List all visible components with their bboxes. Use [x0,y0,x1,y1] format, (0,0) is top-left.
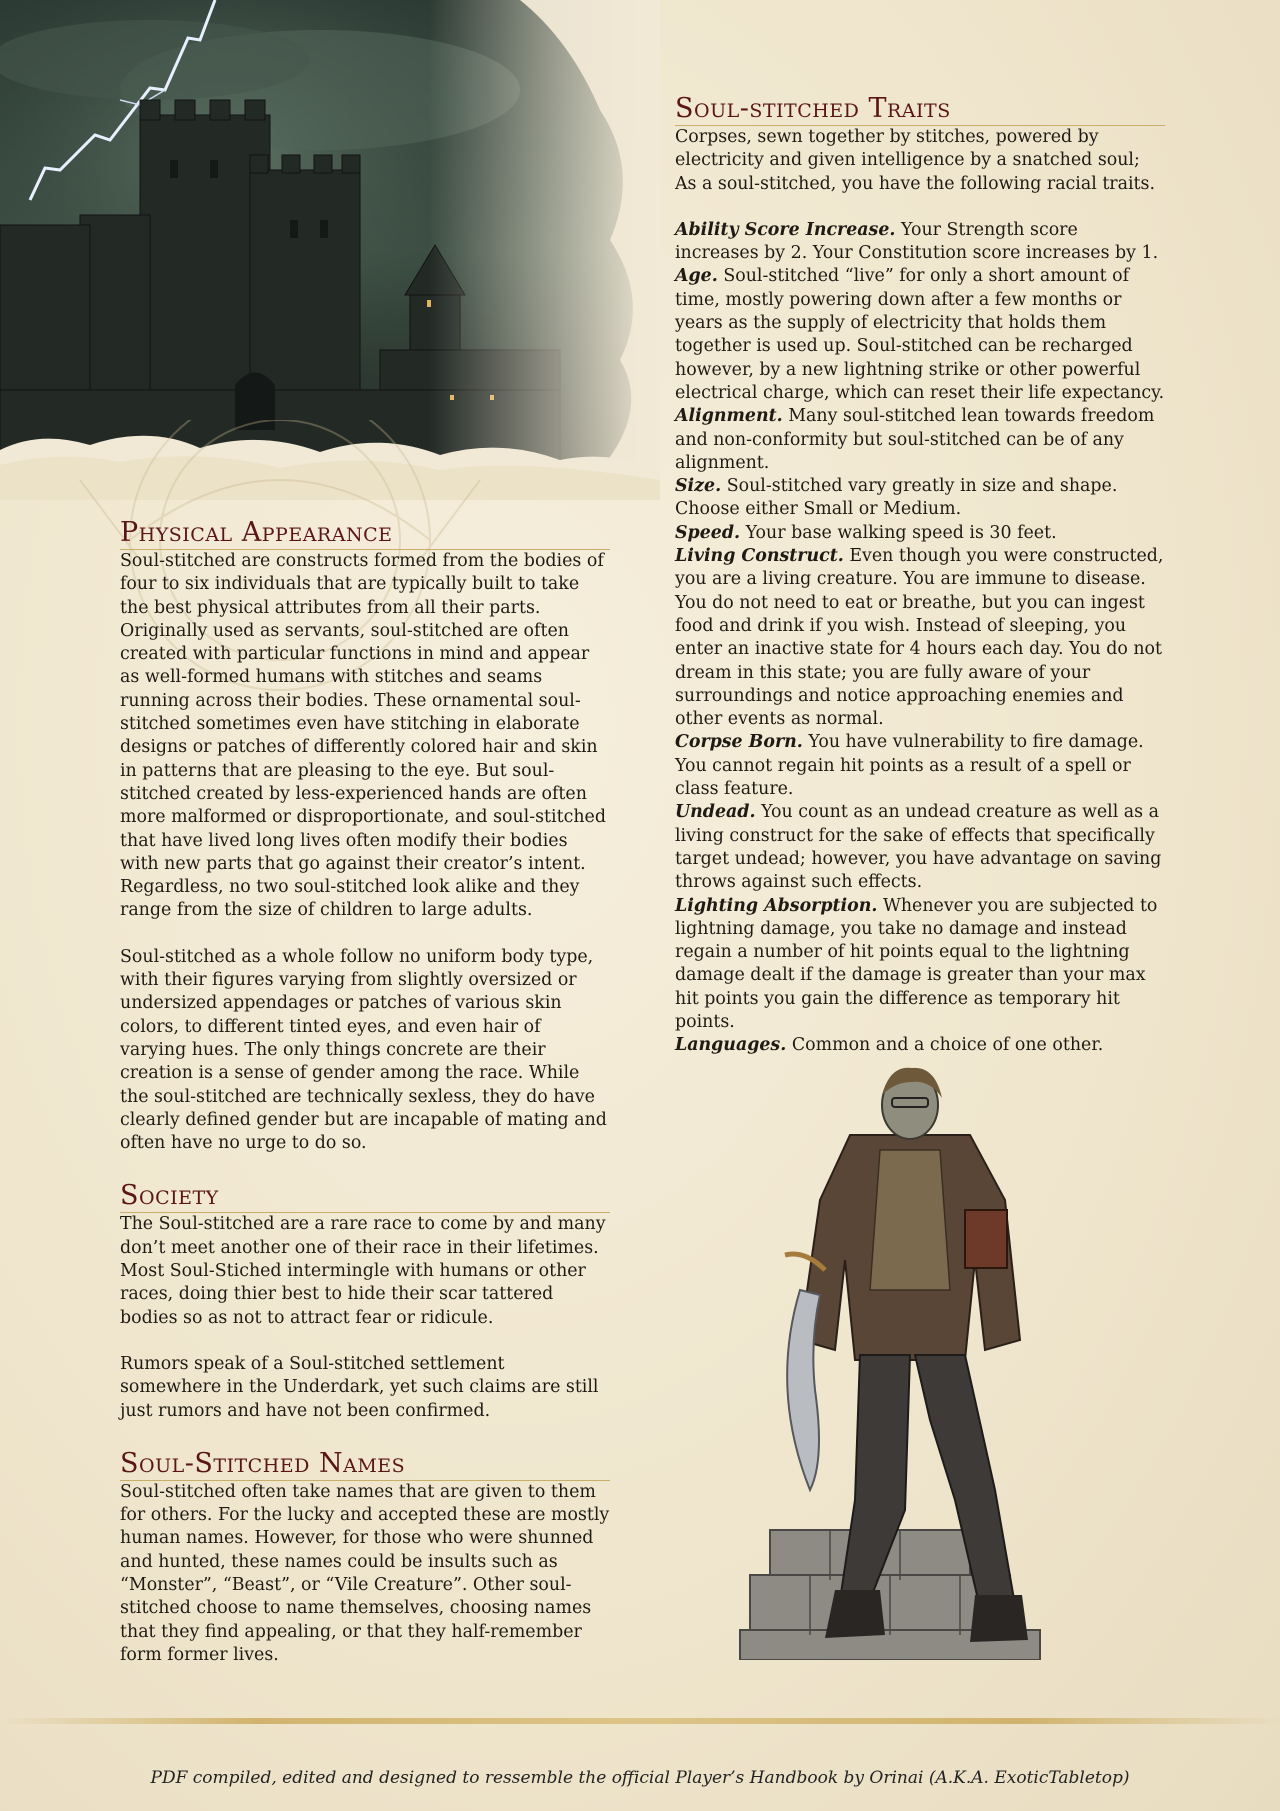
traits-heading: Soul-stitched Traits [675,94,1165,126]
trait-text: Your Strength score increases by 2. Your Constitution score increases by 1. [675,219,1159,264]
society-heading: Society [120,1181,610,1213]
trait-name: Living Construct. [675,546,844,567]
footer-rule [0,1718,1280,1724]
names-paragraph-1: Soul-stitched often take names that are given to them for others. For the lucky and accepted these are mostly human names. However, for those who were shunned and hunted, these names could be insults such as “Monster”, “Beast”, or “Vile Creature”. Other soul-stitched choose to name themselves, choosing names that they find appealing, or that they half-remember form former lives. [120,1481,610,1665]
trait-alignment [675,405,1165,475]
left-column [120,518,610,1667]
physical-appearance-paragraph-2: Soul-stitched as a whole follow no uniform body type, with their figures varying from slightly oversized or undersized appendages or patches of various skin colors, to different tinted eyes, and even hair of varying hues. The only things concrete are their creation is a sense of gender among the race. While the soul-stitched are technically sexless, they do have clearly defined gender but are incapable of mating and often have no urge to do so. [120,946,607,1154]
trait-languages [675,1034,1165,1057]
trait-text: Your base walking speed is 30 feet. [745,522,1057,543]
trait-living-construct [675,545,1165,731]
trait-name: Lighting Absorption. [675,895,878,916]
trait-name: Ability Score Increase. [675,219,896,240]
trait-speed [675,522,1165,545]
trait-name: Speed. [675,522,741,543]
trait-name: Undead. [675,802,756,823]
character-illustration [730,1060,1110,1660]
trait-text: Even though you were constructed, you are a living creature. You are immune to disease. You do not need to eat or breathe, but you can ingest food and drink if you wish. Instead of sleeping, you enter an inactive state for 4 hours each day. You do not dream in this state; you are fully aware of your surroundings and notice approaching enemies and other events as normal. [675,546,1164,730]
trait-lighting-absorption [675,895,1165,1035]
footer-credit: PDF compiled, edited and designed to ressemble the official Player’s Handbook by Orinai (A.K.A. ExoticTabletop) [150,1768,1130,1788]
trait-size [675,475,1165,522]
trait-text: Many soul-stitched lean towards freedom and non-conformity but soul-stitched can be of any alignment. [675,406,1155,473]
trait-name: Corpse Born. [675,732,803,753]
trait-age [675,265,1165,405]
trait-text: Soul-stitched vary greatly in size and shape. Choose either Small or Medium. [675,476,1118,520]
traits-list [675,219,1165,1058]
trait-text: You have vulnerability to fire damage. You cannot regain hit points as a result of a spell or class feature. [675,732,1144,800]
trait-ability-score [675,219,1165,266]
society-paragraph-1: The Soul-stitched are a rare race to come by and many don’t meet another one of their race in their lifetimes. Most Soul-Stiched intermingle with humans or other races, doing thier best to hide their scar tattered bodies so as not to attract fear or ridicule. [120,1214,606,1328]
trait-text: Whenever you are subjected to lightning damage, you take no damage and instead regain a number of hit points equal to the lightning damage dealt if the damage is greater than your max hit points you gain the difference as temporary hit points. [675,895,1158,1032]
trait-name: Alignment. [675,406,783,427]
physical-appearance-heading: Physical Appearance [120,518,610,550]
physical-appearance-paragraph-1: Soul-stitched are constructs formed from the bodies of four to six individuals that are typically built to take the best physical attributes from all their parts. Originally used as servants, soul-stitched are often created with particular functions in mind and appear as well-formed humans with stitches and seams running across their bodies. These ornamental soul-stitched sometimes even have stitching in elaborate designs or patches of differently colored hair and skin in patterns that are pleasing to the eye. But soul-stitched created by less-experienced hands are often more malformed or disproportionate, and soul-stitched that have lived long lives often modify their bodies with new parts that go against their creator’s intent. Regardless, no two soul-stitched look alike and they range from the size of children to large adults. [120,551,606,921]
trait-text: Common and a choice of one other. [791,1035,1104,1056]
trait-name: Age. [675,266,718,287]
names-heading: Soul-Stitched Names [120,1449,610,1481]
right-column [675,94,1165,1058]
trait-text: Soul-stitched “live” for only a short amount of time, mostly powering down after a few months or years as the supply of electricity that holds them together is used up. Soul-stitched can be recharged however, by a new lightning strike or other powerful electrical charge, which can reset their life expectancy. [675,266,1165,403]
trait-name: Languages. [675,1035,787,1056]
trait-corpse-born [675,731,1165,801]
trait-name: Size. [675,476,722,497]
trait-undead [675,801,1165,894]
traits-intro: Corpses, sewn together by stitches, powered by electricity and given intelligence by a snatched soul; As a soul-stitched, you have the following racial traits. [675,127,1155,194]
society-paragraph-2: Rumors speak of a Soul-stitched settlement somewhere in the Underdark, yet such claims are still just rumors and have not been confirmed. [120,1353,599,1421]
trait-text: You count as an undead creature as well as a living construct for the sake of effects that specifically target undead; however, you have advantage on saving throws against such effects. [675,802,1162,893]
